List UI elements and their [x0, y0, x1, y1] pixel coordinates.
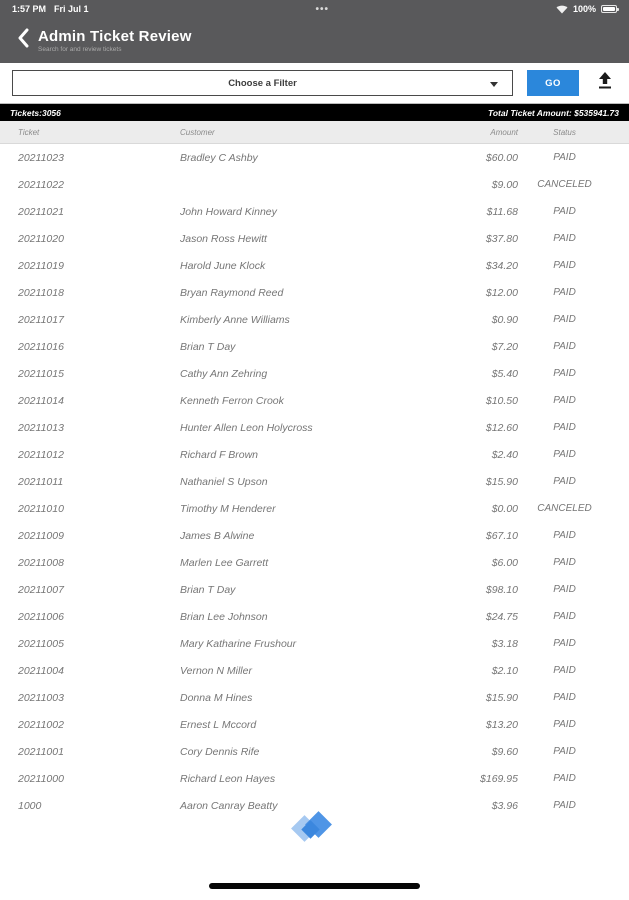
table-row[interactable]	[0, 495, 629, 522]
ticket-number-cell: 1000	[18, 799, 42, 812]
wifi-icon	[556, 5, 568, 14]
status-cell: PAID	[553, 422, 576, 433]
customer-name-cell: Donna M Hines	[180, 691, 253, 704]
table-row[interactable]	[0, 441, 629, 468]
status-cell: PAID	[553, 611, 576, 622]
back-icon	[17, 28, 29, 53]
tickets-count-label: Tickets:3056	[10, 107, 61, 118]
status-ellipsis: •••	[315, 3, 329, 15]
table-row[interactable]	[0, 387, 629, 414]
customer-name-cell: Bryan Raymond Reed	[180, 286, 284, 299]
table-row[interactable]	[0, 738, 629, 765]
amount-cell: $34.20	[485, 259, 518, 272]
status-cell: PAID	[553, 206, 576, 217]
status-bar	[0, 0, 629, 18]
ticket-number-cell: 20211002	[18, 718, 64, 731]
amount-cell: $3.18	[491, 637, 518, 650]
table-row[interactable]	[0, 630, 629, 657]
page-subtitle: Search for and review tickets	[38, 46, 122, 53]
status-cell: PAID	[553, 557, 576, 568]
customer-name-cell: Cory Dennis Rife	[180, 745, 260, 758]
ticket-number-cell: 20211005	[18, 637, 64, 650]
column-header-amount: Amount	[490, 127, 518, 137]
status-cell: PAID	[553, 530, 576, 541]
filter-dropdown[interactable]	[12, 70, 513, 96]
ticket-number-cell: 20211013	[18, 421, 64, 434]
amount-cell: $6.00	[491, 556, 518, 569]
amount-cell: $169.95	[480, 772, 518, 785]
column-header-status: Status	[553, 127, 576, 137]
customer-name-cell: Bradley C Ashby	[180, 151, 258, 164]
status-cell: PAID	[553, 800, 576, 811]
ticket-number-cell: 20211015	[18, 367, 64, 380]
table-row[interactable]	[0, 549, 629, 576]
home-indicator-bar[interactable]	[209, 883, 420, 889]
amount-cell: $15.90	[485, 691, 518, 704]
customer-name-cell: Richard F Brown	[180, 448, 259, 461]
status-indicators	[556, 4, 617, 14]
table-row[interactable]	[0, 765, 629, 792]
table-row[interactable]	[0, 360, 629, 387]
status-cell: PAID	[553, 746, 576, 757]
column-header-ticket: Ticket	[18, 127, 40, 137]
table-row[interactable]	[0, 522, 629, 549]
ticket-number-cell: 20211021	[18, 205, 64, 218]
amount-cell: $10.50	[485, 394, 518, 407]
ticket-number-cell: 20211009	[18, 529, 64, 542]
customer-name-cell: Brian Lee Johnson	[180, 610, 268, 623]
status-cell: PAID	[553, 476, 576, 487]
status-cell: PAID	[553, 260, 576, 271]
amount-cell: $5.40	[491, 367, 518, 380]
page-title: Admin Ticket Review	[38, 28, 192, 45]
customer-name-cell: Timothy M Henderer	[180, 502, 276, 515]
customer-name-cell: Mary Katharine Frushour	[180, 637, 297, 650]
status-date: Fri Jul 1	[54, 4, 89, 14]
brand-diamond-logo	[292, 811, 340, 845]
customer-name-cell: James B Alwine	[180, 529, 255, 542]
amount-cell: $3.96	[491, 799, 518, 812]
ticket-number-cell: 20211001	[18, 745, 64, 758]
customer-name-cell: Richard Leon Hayes	[180, 772, 276, 785]
status-cell: PAID	[553, 719, 576, 730]
status-cell: PAID	[553, 638, 576, 649]
filter-dropdown-label: Choose a Filter	[228, 77, 297, 89]
total-amount-label: Total Ticket Amount: $535941.73	[487, 107, 619, 118]
status-time: 1:57 PM	[12, 4, 47, 14]
table-row[interactable]	[0, 279, 629, 306]
status-cell: PAID	[553, 665, 576, 676]
customer-name-cell: Cathy Ann Zehring	[180, 367, 268, 380]
ticket-number-cell: 20211008	[18, 556, 64, 569]
status-cell: PAID	[553, 395, 576, 406]
amount-cell: $0.00	[491, 502, 518, 515]
table-row[interactable]	[0, 684, 629, 711]
ticket-number-cell: 20211019	[18, 259, 64, 272]
status-cell: PAID	[553, 314, 576, 325]
table-row[interactable]	[0, 414, 629, 441]
status-cell: PAID	[553, 692, 576, 703]
ticket-table	[0, 144, 629, 819]
ticket-number-cell: 20211004	[18, 664, 64, 677]
upload-icon	[597, 72, 613, 95]
customer-name-cell: Hunter Allen Leon Holycross	[180, 421, 313, 434]
status-cell: PAID	[553, 341, 576, 352]
customer-name-cell: Brian T Day	[180, 340, 236, 353]
table-row[interactable]	[0, 252, 629, 279]
battery-percent-label: 100%	[572, 4, 596, 14]
amount-cell: $13.20	[485, 718, 518, 731]
column-header-customer: Customer	[180, 127, 215, 137]
status-time-date	[12, 4, 89, 14]
amount-cell: $24.75	[485, 610, 518, 623]
amount-cell: $15.90	[485, 475, 518, 488]
status-cell: PAID	[553, 368, 576, 379]
ticket-number-cell: 20211022	[18, 178, 64, 191]
customer-name-cell: Jason Ross Hewitt	[180, 232, 267, 245]
customer-name-cell: Harold June Klock	[180, 259, 266, 272]
status-cell: PAID	[553, 584, 576, 595]
status-cell: CANCELED	[537, 179, 592, 190]
table-header-row	[0, 121, 629, 144]
amount-cell: $2.40	[491, 448, 518, 461]
table-row[interactable]	[0, 225, 629, 252]
ticket-number-cell: 20211014	[18, 394, 64, 407]
top-chrome	[0, 0, 629, 63]
amount-cell: $11.68	[486, 205, 518, 218]
amount-cell: $12.60	[485, 421, 518, 434]
status-cell: PAID	[553, 773, 576, 784]
ticket-number-cell: 20211023	[18, 151, 64, 164]
back-button[interactable]	[10, 26, 36, 56]
upload-button[interactable]	[597, 72, 613, 95]
status-cell: PAID	[553, 152, 576, 163]
ticket-number-cell: 20211016	[18, 340, 64, 353]
ticket-number-cell: 20211011	[18, 475, 64, 488]
customer-name-cell: John Howard Kinney	[180, 205, 277, 218]
customer-name-cell: Kimberly Anne Williams	[180, 313, 290, 326]
amount-cell: $67.10	[485, 529, 518, 542]
ticket-number-cell: 20211010	[18, 502, 64, 515]
status-cell: PAID	[553, 287, 576, 298]
table-row[interactable]	[0, 198, 629, 225]
amount-cell: $98.10	[485, 583, 518, 596]
amount-cell: $37.80	[485, 232, 518, 245]
header-text	[38, 28, 192, 53]
app-header	[0, 18, 629, 63]
customer-name-cell: Marlen Lee Garrett	[180, 556, 269, 569]
amount-cell: $7.20	[491, 340, 518, 353]
amount-cell: $9.00	[491, 178, 518, 191]
customer-name-cell: Nathaniel S Upson	[180, 475, 268, 488]
table-row[interactable]	[0, 711, 629, 738]
table-row[interactable]	[0, 657, 629, 684]
ticket-number-cell: 20211012	[18, 448, 64, 461]
table-row[interactable]	[0, 603, 629, 630]
amount-cell: $60.00	[485, 151, 518, 164]
summary-bar	[0, 104, 629, 121]
customer-name-cell: Vernon N Miller	[180, 664, 252, 677]
status-cell: PAID	[553, 449, 576, 460]
ticket-number-cell: 20211006	[18, 610, 64, 623]
amount-cell: $9.60	[491, 745, 518, 758]
table-row[interactable]	[0, 333, 629, 360]
customer-name-cell: Brian T Day	[180, 583, 236, 596]
customer-name-cell: Aaron Canray Beatty	[180, 799, 278, 812]
amount-cell: $12.00	[485, 286, 518, 299]
customer-name-cell: Ernest L Mccord	[180, 718, 257, 731]
amount-cell: $0.90	[491, 313, 518, 326]
table-row[interactable]	[0, 306, 629, 333]
customer-name-cell: Kenneth Ferron Crook	[180, 394, 284, 407]
chevron-down-icon	[490, 82, 498, 87]
ticket-number-cell: 20211018	[18, 286, 64, 299]
ticket-number-cell: 20211007	[18, 583, 64, 596]
status-cell: PAID	[553, 233, 576, 244]
ticket-number-cell: 20211020	[18, 232, 64, 245]
table-row[interactable]	[0, 171, 629, 198]
ticket-number-cell: 20211000	[18, 772, 64, 785]
table-row[interactable]	[0, 144, 629, 171]
ticket-number-cell: 20211017	[18, 313, 64, 326]
status-cell: CANCELED	[537, 503, 592, 514]
battery-icon	[601, 5, 617, 13]
table-row[interactable]	[0, 468, 629, 495]
ticket-number-cell: 20211003	[18, 691, 64, 704]
amount-cell: $2.10	[491, 664, 518, 677]
filter-bar	[0, 63, 629, 104]
table-row[interactable]	[0, 576, 629, 603]
go-button[interactable]: GO	[527, 70, 579, 96]
